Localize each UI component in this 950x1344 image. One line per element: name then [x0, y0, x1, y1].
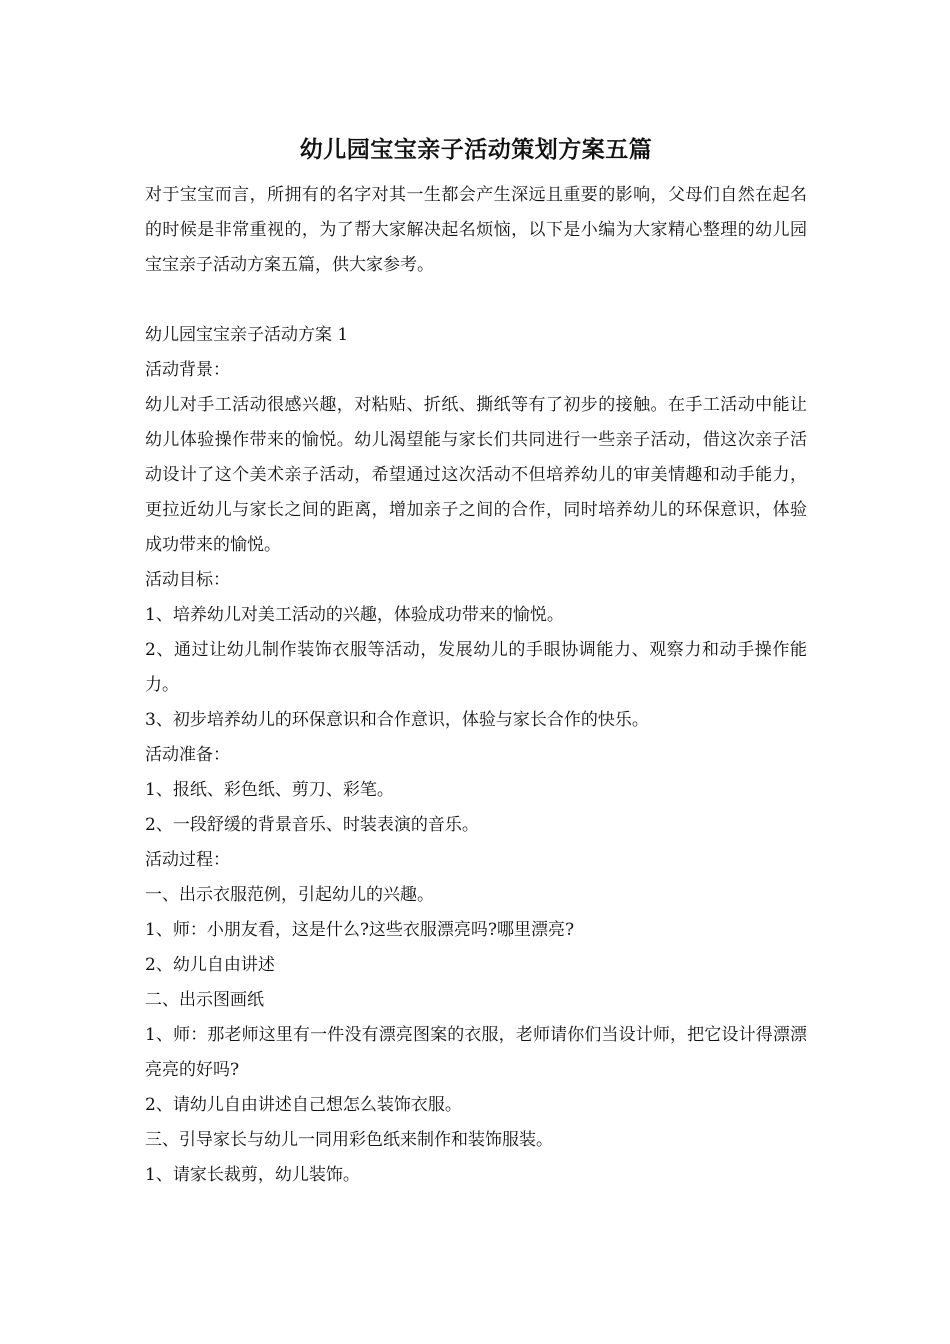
process-step-2-item-2: 2、请幼儿自由讲述自己想怎么装饰衣服。	[145, 1095, 462, 1115]
heading-goals: 活动目标：	[145, 570, 230, 590]
heading-preparation: 活动准备：	[145, 745, 230, 765]
section-spacer	[145, 283, 807, 318]
process-step-1-item-1: 1、师：小朋友看，这是什么?这些衣服漂亮吗?哪里漂亮?	[145, 920, 575, 940]
document-title: 幼儿园宝宝亲子活动策划方案五篇	[299, 136, 653, 163]
background-paragraph: 幼儿对手工活动很感兴趣，对粘贴、折纸、撕纸等有了初步的接触。在手工活动中能让幼儿体验操作带来的愉悦。幼儿渴望能与家长们共同进行一些亲子活动，借这次亲子活动设计了这个美术亲子活动，希望通过这次活动不但培养幼儿的审美情趣和动手能力，更拉近幼儿与家长之间的距离，增加亲子之间的合作，同时培养幼儿的环保意识，体验成功带来的愉悦。	[145, 395, 807, 555]
heading-process: 活动过程：	[145, 850, 230, 870]
process-step-3: 三、引导家长与幼儿一同用彩色纸来制作和装饰服装。	[145, 1130, 553, 1150]
process-step-1: 一、出示衣服范例，引起幼儿的兴趣。	[145, 885, 434, 905]
heading-background: 活动背景：	[145, 360, 230, 380]
process-step-3-item-1: 1、请家长裁剪，幼儿装饰。	[145, 1165, 360, 1185]
goal-item-1: 1、培养幼儿对美工活动的兴趣，体验成功带来的愉悦。	[145, 605, 564, 625]
goal-item-3: 3、初步培养幼儿的环保意识和合作意识，体验与家长合作的快乐。	[145, 710, 649, 730]
goal-item-2: 2、通过让幼儿制作装饰衣服等活动，发展幼儿的手眼协调能力、观察力和动手操作能力。	[145, 640, 807, 695]
preparation-item-2: 2、一段舒缓的背景音乐、时装表演的音乐。	[145, 815, 479, 835]
process-step-2: 二、出示图画纸	[145, 990, 264, 1010]
preparation-item-1: 1、报纸、彩色纸、剪刀、彩笔。	[145, 780, 394, 800]
document-page	[145, 128, 807, 1193]
section-heading-plan-1: 幼儿园宝宝亲子活动方案 1	[145, 325, 349, 345]
process-step-2-item-1: 1、师：那老师这里有一件没有漂亮图案的衣服，老师请你们当设计师，把它设计得漂漂亮亮的好吗?	[145, 1025, 807, 1080]
intro-paragraph: 对于宝宝而言，所拥有的名字对其一生都会产生深远且重要的影响，父母们自然在起名的时候是非常重视的，为了帮大家解决起名烦恼，以下是小编为大家精心整理的幼儿园宝宝亲子活动方案五篇，供大家参考。	[145, 185, 807, 275]
process-step-1-item-2: 2、幼儿自由讲述	[145, 955, 275, 975]
